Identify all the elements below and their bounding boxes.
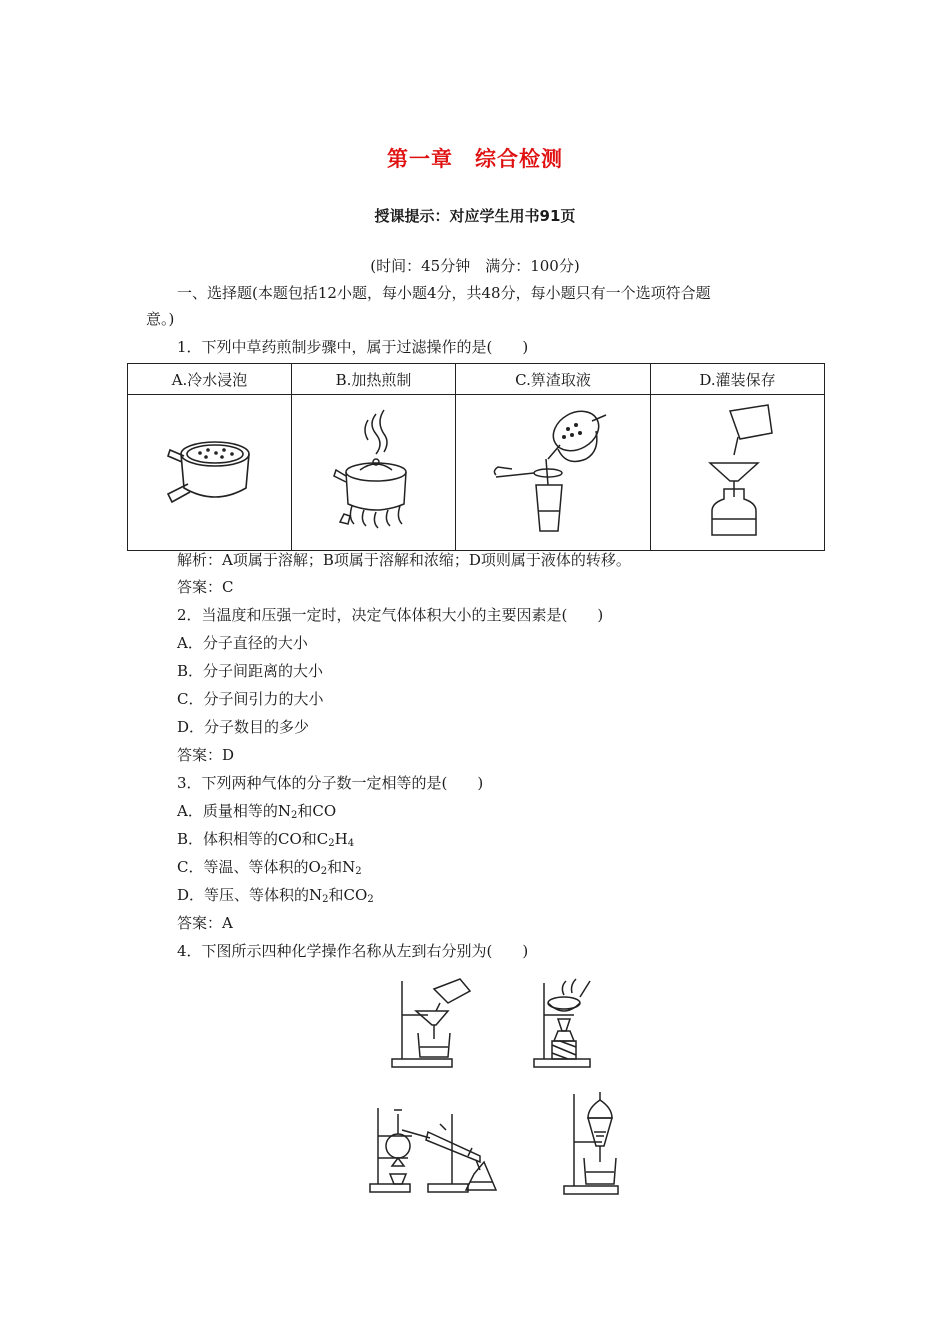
- question-3-option-a: A．质量相等的$N_2$和CO: [177, 802, 337, 821]
- question-2-option-a: A．分子直径的大小: [177, 634, 308, 652]
- filtration-apparatus-icon: [388, 975, 478, 1070]
- question-2-option-b: B．分子间距离的大小: [177, 662, 324, 680]
- option-b-image: [292, 395, 456, 551]
- question-1-options-table: [127, 363, 825, 551]
- option-c-image: [456, 395, 651, 551]
- question-3-option-c: C．等温、等体积的$O_2$和$N_2$: [177, 858, 362, 877]
- bottling-icon: [688, 401, 788, 541]
- option-a-image: [128, 395, 292, 551]
- question-1-answer: 答案：C: [177, 578, 234, 596]
- option-d-label: D.灌装保存: [651, 364, 825, 395]
- question-1-analysis: 解析：A项属于溶解；B项属于溶解和浓缩；D项则属于液体的转移。: [177, 551, 631, 569]
- evaporation-apparatus-icon: [530, 975, 600, 1070]
- textbook-hint: 授课提示：对应学生用书91页: [374, 207, 576, 225]
- option-b-label: B.加热煎制: [292, 364, 456, 395]
- option-d-image: [651, 395, 825, 551]
- question-3-answer: 答案：A: [177, 914, 233, 932]
- question-2-option-d: D．分子数目的多少: [177, 718, 310, 736]
- section-heading-line2: 意。): [146, 310, 175, 328]
- option-c-label: C.箅渣取液: [456, 364, 651, 395]
- distillation-apparatus-icon: [368, 1100, 503, 1195]
- option-a-label: A.冷水浸泡: [128, 364, 292, 395]
- question-3-option-b: B．体积相等的CO和$C_2H_4$: [177, 830, 355, 849]
- question-1-stem: 1．下列中草药煎制步骤中，属于过滤操作的是( ): [177, 338, 529, 356]
- question-3-option-d: D．等压、等体积的$N_2$和$CO_2$: [177, 886, 374, 905]
- boiling-pot-icon: [324, 406, 424, 536]
- question-2-answer: 答案：D: [177, 746, 235, 764]
- separatory-funnel-apparatus-icon: [562, 1088, 622, 1198]
- question-3-stem: 3．下列两种气体的分子数一定相等的是( ): [177, 774, 484, 792]
- question-2-option-c: C．分子间引力的大小: [177, 690, 324, 708]
- page-title: 第一章 综合检测: [387, 147, 563, 171]
- straining-icon: [488, 401, 618, 541]
- time-score-info: (时间：45分钟 满分：100分): [370, 257, 580, 275]
- section-heading-line1: 一、选择题(本题包括12小题，每小题4分，共48分，每小题只有一个选项符合题: [177, 284, 711, 302]
- question-2-stem: 2．当温度和压强一定时，决定气体体积大小的主要因素是( ): [177, 606, 604, 624]
- question-4-stem: 4．下图所示四种化学操作名称从左到右分别为( ): [177, 942, 529, 960]
- soaking-pot-icon: [160, 426, 260, 516]
